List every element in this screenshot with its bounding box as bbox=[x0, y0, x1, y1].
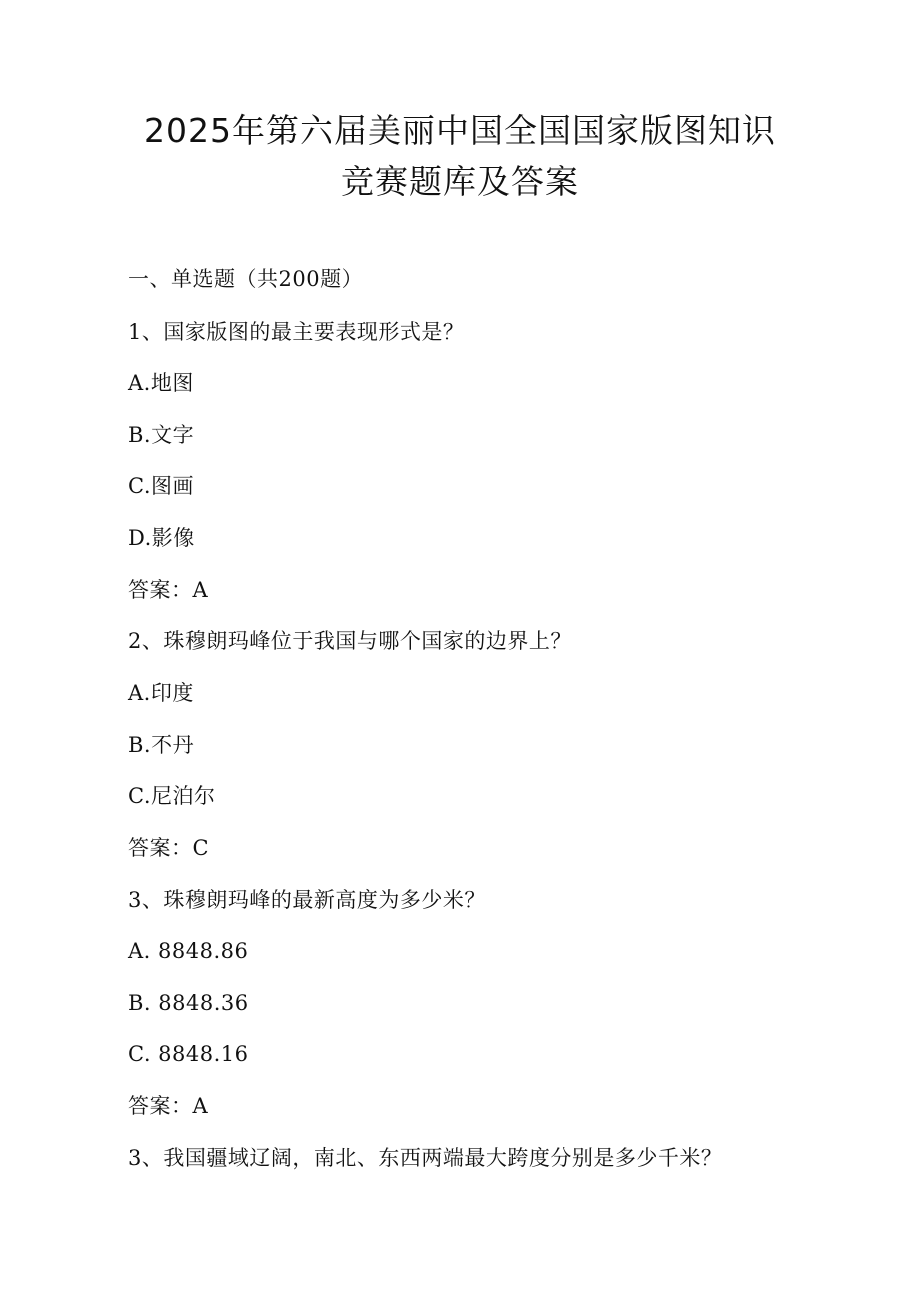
document-title-line-1: 2025年第六届美丽中国全国国家版图知识 bbox=[144, 111, 776, 150]
question-2-option-a: A.印度 bbox=[128, 681, 194, 705]
question-1-option-c: C.图画 bbox=[128, 474, 194, 498]
question-1-option-d: D.影像 bbox=[128, 526, 195, 550]
question-2-option-c: C.尼泊尔 bbox=[128, 784, 216, 808]
question-2-text: 2、珠穆朗玛峰位于我国与哪个国家的边界上？ bbox=[128, 629, 572, 653]
question-4-text: 3、我国疆域辽阔，南北、东西两端最大跨度分别是多少千米？ bbox=[128, 1146, 723, 1170]
document-title-line-2: 竞赛题库及答案 bbox=[341, 162, 579, 201]
question-1-option-a: A.地图 bbox=[128, 371, 194, 395]
question-3-text: 3、珠穆朗玛峰的最新高度为多少米？ bbox=[128, 888, 486, 912]
question-3-option-b: B. 8848.36 bbox=[128, 991, 249, 1015]
question-3-option-c: C. 8848.16 bbox=[128, 1042, 249, 1066]
question-3-option-a: A. 8848.86 bbox=[128, 939, 249, 963]
section-heading: 一、单选题（共200题） bbox=[128, 267, 364, 291]
question-3-answer: 答案：A bbox=[128, 1094, 209, 1118]
question-2-option-b: B.不丹 bbox=[128, 733, 195, 757]
question-1-option-b: B.文字 bbox=[128, 423, 195, 447]
question-2-answer: 答案：C bbox=[128, 836, 210, 860]
question-1-text: 1、国家版图的最主要表现形式是？ bbox=[128, 320, 465, 344]
question-1-answer: 答案：A bbox=[128, 578, 209, 602]
